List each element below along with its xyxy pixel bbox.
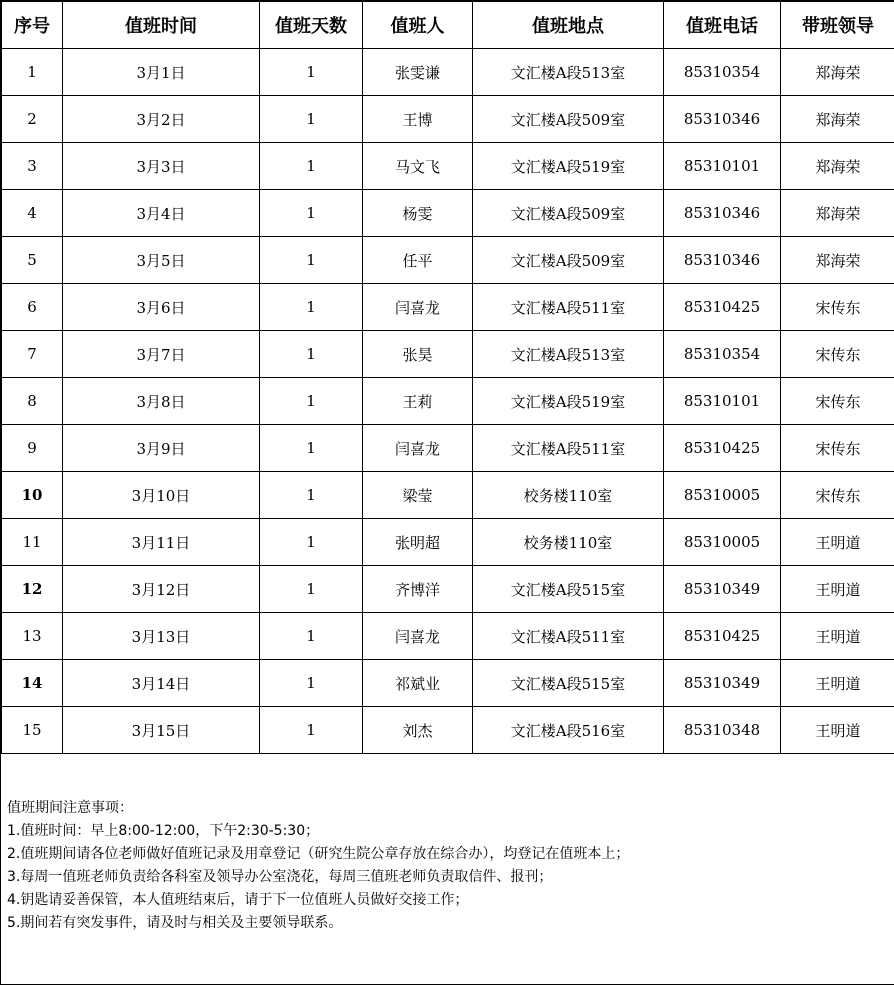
cell-person: 闫喜龙	[363, 425, 473, 472]
cell-date: 3月12日	[63, 566, 260, 613]
cell-phone: 85310349	[664, 566, 781, 613]
cell-location: 文汇楼A段509室	[473, 237, 664, 284]
notes-item: 5.期间若有突发事件，请及时与相关及主要领导联系。	[7, 912, 629, 935]
table-header-row	[2, 2, 894, 49]
table-row	[2, 660, 894, 707]
cell-days: 1	[260, 49, 363, 96]
cell-person: 王博	[363, 96, 473, 143]
cell-index: 14	[2, 660, 63, 707]
cell-days: 1	[260, 284, 363, 331]
cell-location: 文汇楼A段519室	[473, 143, 664, 190]
cell-leader: 王明道	[781, 613, 894, 660]
cell-days: 1	[260, 96, 363, 143]
cell-phone: 85310101	[664, 143, 781, 190]
cell-location: 校务楼110室	[473, 472, 664, 519]
duty-notes	[7, 797, 629, 935]
cell-leader: 王明道	[781, 566, 894, 613]
table-row	[2, 519, 894, 566]
table-body	[2, 49, 894, 754]
cell-phone: 85310346	[664, 96, 781, 143]
cell-date: 3月5日	[63, 237, 260, 284]
table-row	[2, 190, 894, 237]
cell-person: 闫喜龙	[363, 613, 473, 660]
cell-days: 1	[260, 660, 363, 707]
cell-phone: 85310348	[664, 707, 781, 754]
cell-index: 9	[2, 425, 63, 472]
cell-person: 张昊	[363, 331, 473, 378]
header-person: 值班人	[363, 2, 473, 49]
table-row	[2, 331, 894, 378]
table-row	[2, 378, 894, 425]
cell-days: 1	[260, 472, 363, 519]
cell-person: 张雯谦	[363, 49, 473, 96]
cell-date: 3月14日	[63, 660, 260, 707]
cell-index: 8	[2, 378, 63, 425]
cell-phone: 85310005	[664, 472, 781, 519]
cell-date: 3月1日	[63, 49, 260, 96]
cell-phone: 85310346	[664, 190, 781, 237]
cell-phone: 85310101	[664, 378, 781, 425]
header-days: 值班天数	[260, 2, 363, 49]
cell-days: 1	[260, 707, 363, 754]
cell-location: 文汇楼A段513室	[473, 49, 664, 96]
notes-item: 1.值班时间：早上8:00-12:00，下午2:30-5:30；	[7, 820, 629, 843]
cell-index: 11	[2, 519, 63, 566]
cell-date: 3月10日	[63, 472, 260, 519]
table-row	[2, 566, 894, 613]
cell-location: 文汇楼A段519室	[473, 378, 664, 425]
header-time: 值班时间	[63, 2, 260, 49]
cell-days: 1	[260, 331, 363, 378]
cell-person: 齐博洋	[363, 566, 473, 613]
notes-item: 4.钥匙请妥善保管，本人值班结束后，请于下一位值班人员做好交接工作；	[7, 889, 629, 912]
cell-date: 3月4日	[63, 190, 260, 237]
cell-phone: 85310346	[664, 237, 781, 284]
cell-leader: 郑海荣	[781, 96, 894, 143]
cell-leader: 宋传东	[781, 425, 894, 472]
cell-index: 10	[2, 472, 63, 519]
cell-phone: 85310425	[664, 284, 781, 331]
cell-location: 文汇楼A段513室	[473, 331, 664, 378]
cell-days: 1	[260, 425, 363, 472]
cell-index: 3	[2, 143, 63, 190]
cell-location: 文汇楼A段509室	[473, 96, 664, 143]
cell-leader: 王明道	[781, 660, 894, 707]
cell-person: 马文飞	[363, 143, 473, 190]
cell-date: 3月9日	[63, 425, 260, 472]
cell-person: 王莉	[363, 378, 473, 425]
cell-phone: 85310349	[664, 660, 781, 707]
cell-days: 1	[260, 519, 363, 566]
table-row	[2, 143, 894, 190]
cell-phone: 85310354	[664, 49, 781, 96]
cell-days: 1	[260, 566, 363, 613]
cell-person: 张明超	[363, 519, 473, 566]
cell-leader: 郑海荣	[781, 49, 894, 96]
cell-leader: 郑海荣	[781, 143, 894, 190]
cell-index: 15	[2, 707, 63, 754]
cell-date: 3月6日	[63, 284, 260, 331]
cell-date: 3月8日	[63, 378, 260, 425]
cell-leader: 宋传东	[781, 284, 894, 331]
cell-date: 3月15日	[63, 707, 260, 754]
cell-leader: 王明道	[781, 519, 894, 566]
table-row	[2, 284, 894, 331]
cell-date: 3月7日	[63, 331, 260, 378]
table-row	[2, 613, 894, 660]
cell-person: 任平	[363, 237, 473, 284]
notes-item: 3.每周一值班老师负责给各科室及领导办公室浇花，每周三值班老师负责取信件、报刊；	[7, 866, 629, 889]
cell-date: 3月2日	[63, 96, 260, 143]
cell-phone: 85310425	[664, 613, 781, 660]
cell-leader: 宋传东	[781, 378, 894, 425]
cell-date: 3月11日	[63, 519, 260, 566]
header-leader: 带班领导	[781, 2, 894, 49]
notes-title: 值班期间注意事项：	[7, 797, 629, 820]
cell-date: 3月13日	[63, 613, 260, 660]
cell-days: 1	[260, 378, 363, 425]
cell-location: 文汇楼A段511室	[473, 613, 664, 660]
header-location: 值班地点	[473, 2, 664, 49]
cell-location: 文汇楼A段516室	[473, 707, 664, 754]
cell-index: 2	[2, 96, 63, 143]
cell-location: 校务楼110室	[473, 519, 664, 566]
notes-item: 2.值班期间请各位老师做好值班记录及用章登记（研究生院公章存放在综合办），均登记在值班本上；	[7, 843, 629, 866]
cell-days: 1	[260, 190, 363, 237]
cell-index: 5	[2, 237, 63, 284]
cell-leader: 郑海荣	[781, 190, 894, 237]
cell-index: 13	[2, 613, 63, 660]
cell-location: 文汇楼A段511室	[473, 284, 664, 331]
header-phone: 值班电话	[664, 2, 781, 49]
cell-person: 祁斌业	[363, 660, 473, 707]
cell-index: 12	[2, 566, 63, 613]
duty-schedule-table	[1, 1, 894, 754]
table-row	[2, 425, 894, 472]
cell-phone: 85310005	[664, 519, 781, 566]
cell-index: 4	[2, 190, 63, 237]
table-row	[2, 237, 894, 284]
cell-phone: 85310425	[664, 425, 781, 472]
cell-index: 7	[2, 331, 63, 378]
cell-leader: 宋传东	[781, 472, 894, 519]
cell-person: 杨雯	[363, 190, 473, 237]
cell-leader: 王明道	[781, 707, 894, 754]
table-row	[2, 472, 894, 519]
table-row	[2, 96, 894, 143]
table-row	[2, 49, 894, 96]
cell-location: 文汇楼A段515室	[473, 660, 664, 707]
table-row	[2, 707, 894, 754]
cell-location: 文汇楼A段509室	[473, 190, 664, 237]
cell-leader: 宋传东	[781, 331, 894, 378]
cell-leader: 郑海荣	[781, 237, 894, 284]
cell-location: 文汇楼A段515室	[473, 566, 664, 613]
cell-days: 1	[260, 613, 363, 660]
cell-person: 梁莹	[363, 472, 473, 519]
cell-index: 6	[2, 284, 63, 331]
cell-person: 闫喜龙	[363, 284, 473, 331]
cell-index: 1	[2, 49, 63, 96]
cell-date: 3月3日	[63, 143, 260, 190]
header-index: 序号	[2, 2, 63, 49]
cell-days: 1	[260, 143, 363, 190]
cell-days: 1	[260, 237, 363, 284]
cell-phone: 85310354	[664, 331, 781, 378]
cell-person: 刘杰	[363, 707, 473, 754]
cell-location: 文汇楼A段511室	[473, 425, 664, 472]
